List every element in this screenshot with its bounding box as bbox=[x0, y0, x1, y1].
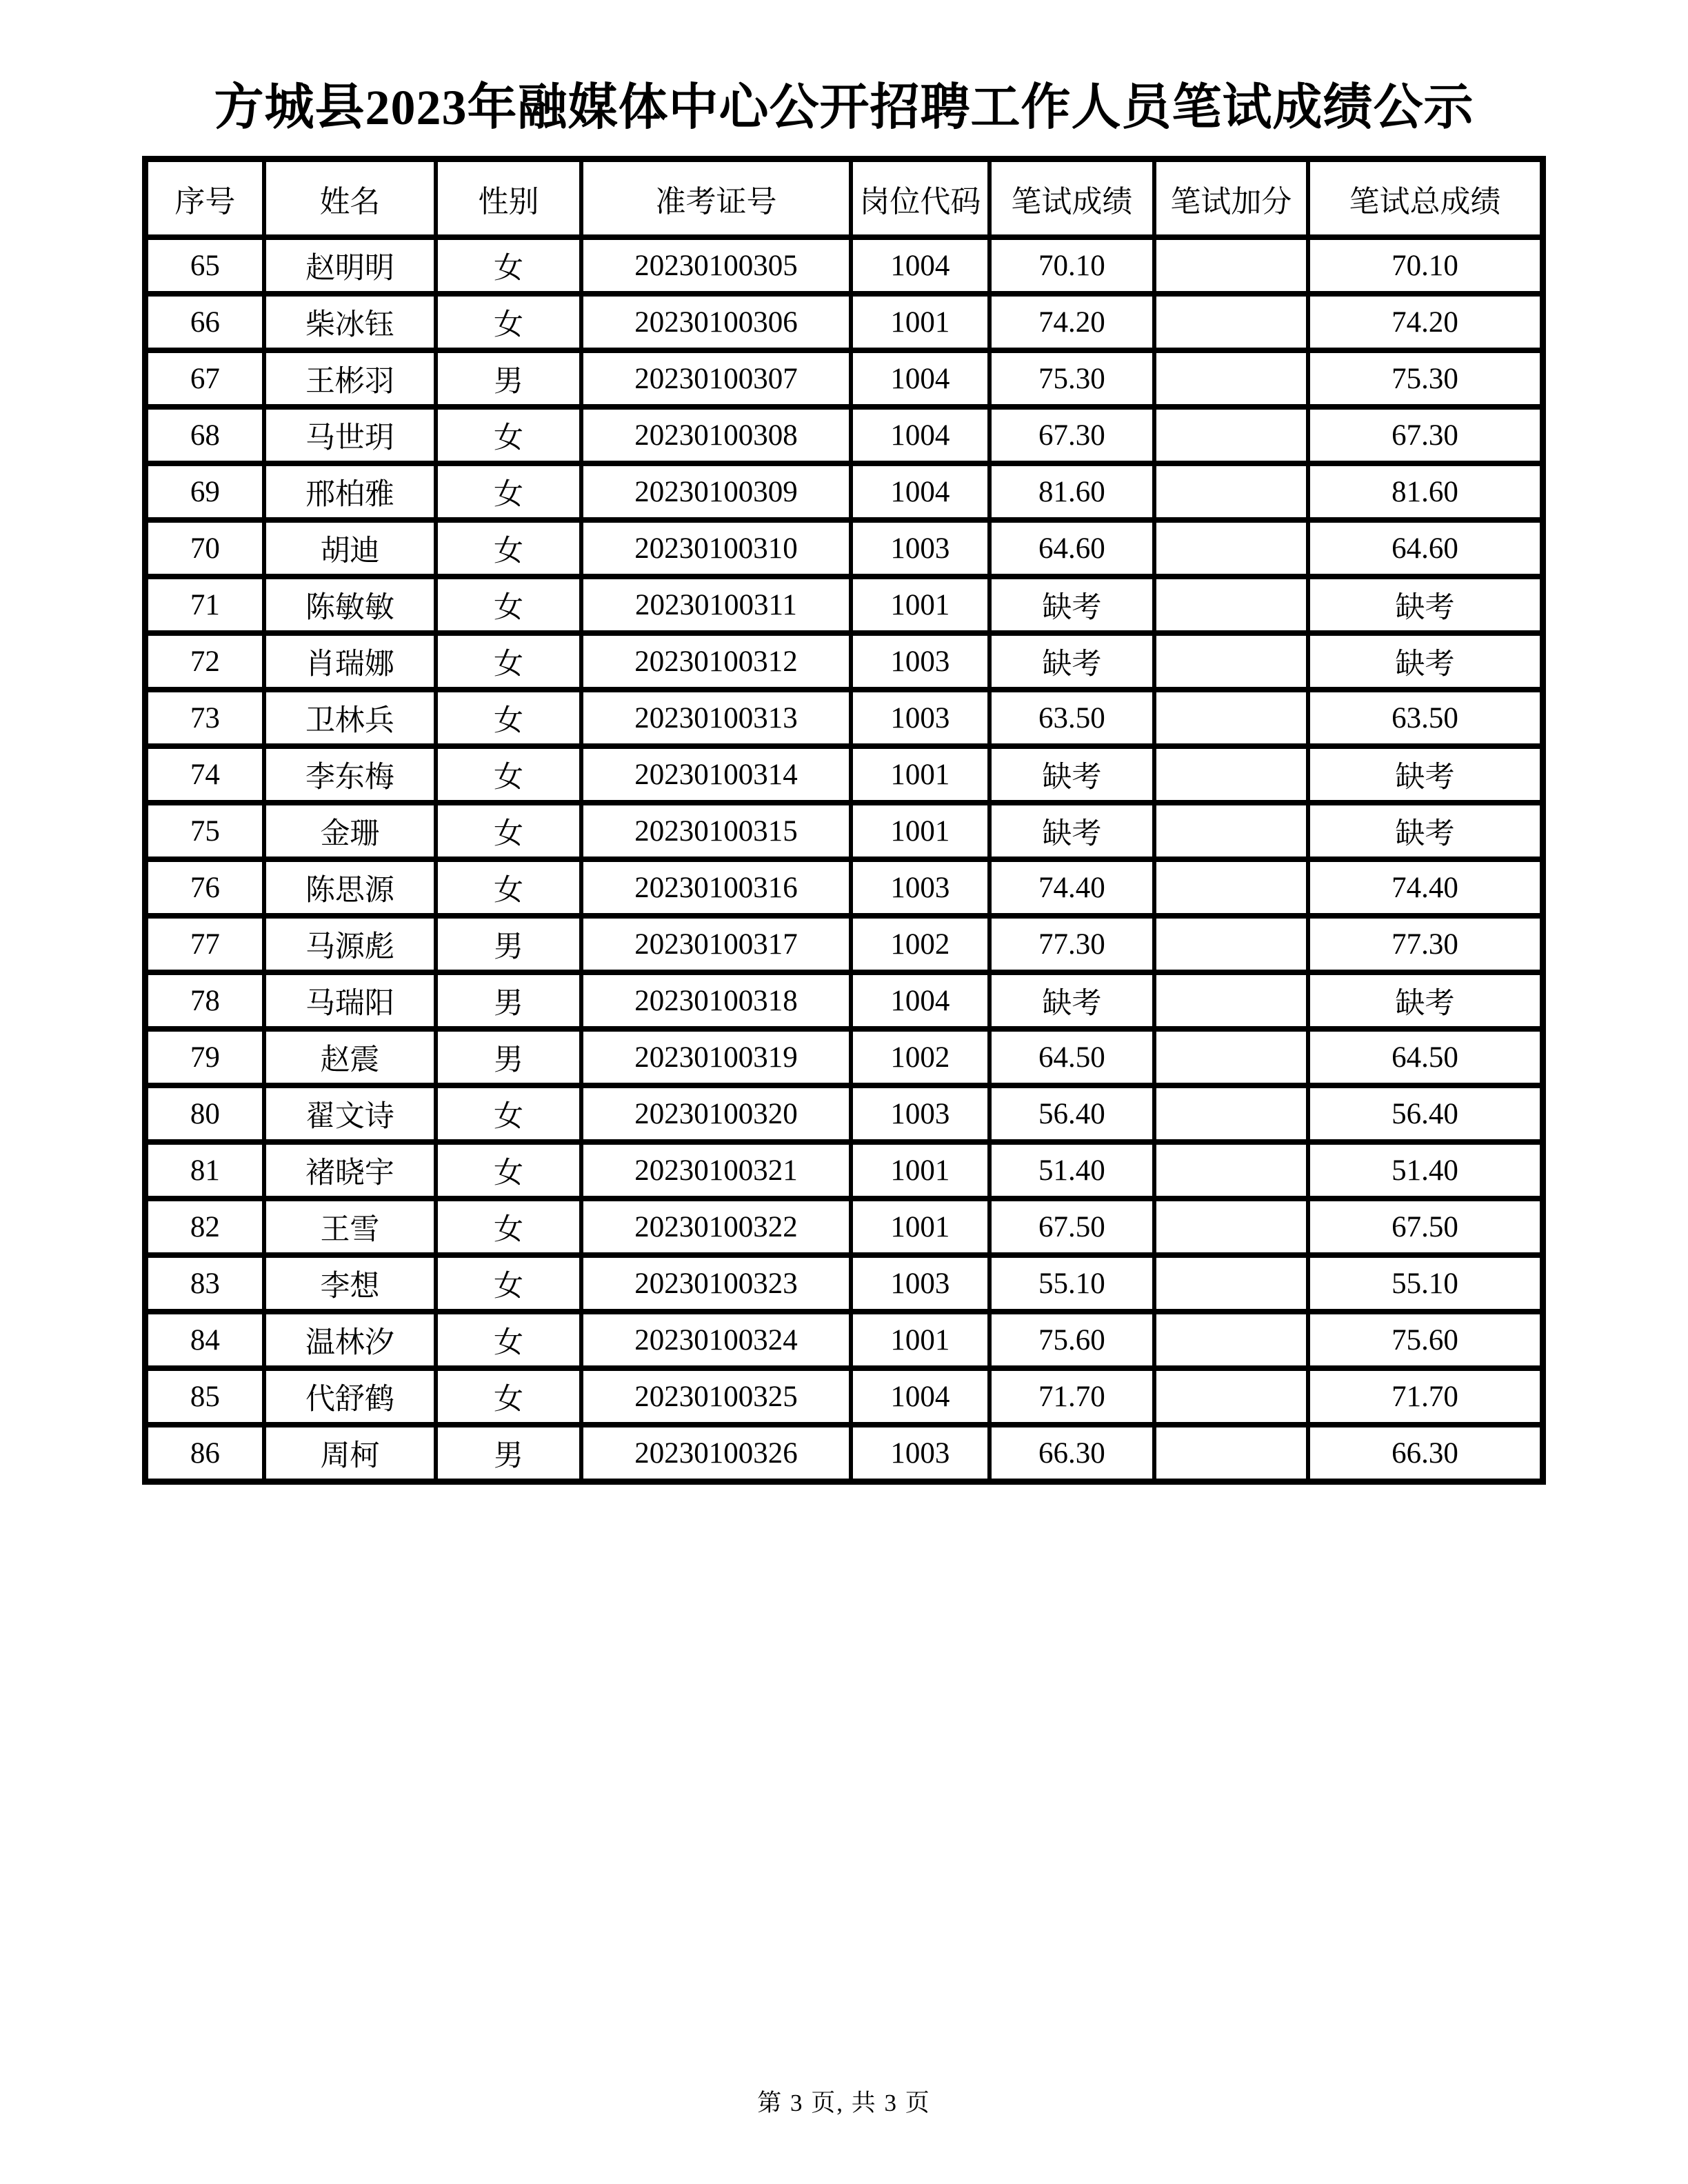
page-number-footer: 第 3 页, 共 3 页 bbox=[757, 2090, 931, 2116]
cell-name: 李东梅 bbox=[264, 746, 436, 803]
cell-exam-id: 20230100324 bbox=[581, 1312, 851, 1368]
header-row bbox=[145, 159, 1543, 238]
cell-gender: 女 bbox=[436, 1142, 581, 1199]
cell-gender: 男 bbox=[436, 916, 581, 972]
cell-exam-id: 20230100316 bbox=[581, 859, 851, 916]
cell-index: 66 bbox=[145, 294, 264, 350]
cell-total-written-score: 71.70 bbox=[1308, 1368, 1543, 1425]
cell-index: 86 bbox=[145, 1425, 264, 1482]
cell-gender: 女 bbox=[436, 690, 581, 746]
cell-index: 67 bbox=[145, 350, 264, 407]
cell-written-score: 63.50 bbox=[989, 690, 1154, 746]
cell-written-score: 71.70 bbox=[989, 1368, 1154, 1425]
header-cell-name: 姓名 bbox=[264, 159, 436, 238]
cell-name: 胡迪 bbox=[264, 520, 436, 577]
table-row bbox=[145, 350, 1543, 407]
cell-position-code: 1003 bbox=[851, 859, 989, 916]
cell-position-code: 1004 bbox=[851, 350, 989, 407]
cell-written-score: 67.50 bbox=[989, 1199, 1154, 1255]
cell-position-code: 1003 bbox=[851, 633, 989, 690]
cell-gender: 女 bbox=[436, 237, 581, 294]
cell-exam-id: 20230100305 bbox=[581, 237, 851, 294]
cell-written-score: 缺考 bbox=[989, 746, 1154, 803]
header-cell-index: 序号 bbox=[145, 159, 264, 238]
cell-name: 李想 bbox=[264, 1255, 436, 1312]
table-header bbox=[145, 159, 1543, 238]
cell-name: 褚晓宇 bbox=[264, 1142, 436, 1199]
cell-gender: 女 bbox=[436, 746, 581, 803]
cell-gender: 女 bbox=[436, 463, 581, 520]
cell-total-written-score: 74.40 bbox=[1308, 859, 1543, 916]
cell-index: 79 bbox=[145, 1029, 264, 1085]
cell-total-written-score: 67.50 bbox=[1308, 1199, 1543, 1255]
cell-name: 肖瑞娜 bbox=[264, 633, 436, 690]
cell-bonus-score bbox=[1154, 1312, 1308, 1368]
cell-position-code: 1003 bbox=[851, 520, 989, 577]
page-title: 方城县2023年融媒体中心公开招聘工作人员笔试成绩公示 bbox=[214, 80, 1474, 135]
cell-exam-id: 20230100321 bbox=[581, 1142, 851, 1199]
cell-index: 84 bbox=[145, 1312, 264, 1368]
header-cell-written-score: 笔试成绩 bbox=[989, 159, 1154, 238]
cell-total-written-score: 81.60 bbox=[1308, 463, 1543, 520]
table-row bbox=[145, 1312, 1543, 1368]
cell-index: 68 bbox=[145, 407, 264, 463]
header-cell-bonus-score: 笔试加分 bbox=[1154, 159, 1308, 238]
cell-total-written-score: 66.30 bbox=[1308, 1425, 1543, 1482]
table-row bbox=[145, 803, 1543, 859]
cell-total-written-score: 缺考 bbox=[1308, 803, 1543, 859]
cell-exam-id: 20230100322 bbox=[581, 1199, 851, 1255]
cell-written-score: 77.30 bbox=[989, 916, 1154, 972]
cell-bonus-score bbox=[1154, 463, 1308, 520]
cell-name: 王雪 bbox=[264, 1199, 436, 1255]
cell-name: 马源彪 bbox=[264, 916, 436, 972]
cell-bonus-score bbox=[1154, 1255, 1308, 1312]
table-row bbox=[145, 746, 1543, 803]
cell-bonus-score bbox=[1154, 294, 1308, 350]
cell-bonus-score bbox=[1154, 859, 1308, 916]
cell-exam-id: 20230100319 bbox=[581, 1029, 851, 1085]
cell-position-code: 1001 bbox=[851, 294, 989, 350]
cell-gender: 女 bbox=[436, 803, 581, 859]
cell-bonus-score bbox=[1154, 690, 1308, 746]
table-row bbox=[145, 294, 1543, 350]
cell-total-written-score: 64.50 bbox=[1308, 1029, 1543, 1085]
cell-bonus-score bbox=[1154, 350, 1308, 407]
cell-gender: 女 bbox=[436, 1199, 581, 1255]
cell-exam-id: 20230100314 bbox=[581, 746, 851, 803]
cell-bonus-score bbox=[1154, 1029, 1308, 1085]
cell-bonus-score bbox=[1154, 803, 1308, 859]
cell-total-written-score: 75.30 bbox=[1308, 350, 1543, 407]
cell-gender: 女 bbox=[436, 577, 581, 633]
table-row bbox=[145, 633, 1543, 690]
cell-index: 69 bbox=[145, 463, 264, 520]
cell-name: 金珊 bbox=[264, 803, 436, 859]
cell-exam-id: 20230100325 bbox=[581, 1368, 851, 1425]
cell-index: 65 bbox=[145, 237, 264, 294]
cell-written-score: 缺考 bbox=[989, 803, 1154, 859]
cell-position-code: 1001 bbox=[851, 577, 989, 633]
cell-gender: 女 bbox=[436, 633, 581, 690]
results-table bbox=[142, 156, 1546, 1485]
cell-index: 72 bbox=[145, 633, 264, 690]
header-cell-exam-id: 准考证号 bbox=[581, 159, 851, 238]
cell-exam-id: 20230100311 bbox=[581, 577, 851, 633]
cell-index: 83 bbox=[145, 1255, 264, 1312]
header-cell-gender: 性别 bbox=[436, 159, 581, 238]
cell-index: 71 bbox=[145, 577, 264, 633]
results-table-container bbox=[142, 156, 1546, 1485]
table-row bbox=[145, 520, 1543, 577]
cell-written-score: 64.60 bbox=[989, 520, 1154, 577]
cell-total-written-score: 缺考 bbox=[1308, 972, 1543, 1029]
cell-position-code: 1003 bbox=[851, 1425, 989, 1482]
cell-total-written-score: 67.30 bbox=[1308, 407, 1543, 463]
cell-total-written-score: 缺考 bbox=[1308, 633, 1543, 690]
cell-name: 王彬羽 bbox=[264, 350, 436, 407]
cell-bonus-score bbox=[1154, 1199, 1308, 1255]
cell-position-code: 1003 bbox=[851, 690, 989, 746]
cell-name: 邢柏雅 bbox=[264, 463, 436, 520]
cell-index: 77 bbox=[145, 916, 264, 972]
cell-written-score: 缺考 bbox=[989, 972, 1154, 1029]
cell-index: 75 bbox=[145, 803, 264, 859]
cell-position-code: 1004 bbox=[851, 407, 989, 463]
table-row bbox=[145, 1029, 1543, 1085]
cell-total-written-score: 缺考 bbox=[1308, 577, 1543, 633]
cell-written-score: 55.10 bbox=[989, 1255, 1154, 1312]
cell-bonus-score bbox=[1154, 633, 1308, 690]
cell-written-score: 56.40 bbox=[989, 1085, 1154, 1142]
cell-name: 翟文诗 bbox=[264, 1085, 436, 1142]
cell-bonus-score bbox=[1154, 577, 1308, 633]
cell-total-written-score: 77.30 bbox=[1308, 916, 1543, 972]
cell-name: 代舒鹤 bbox=[264, 1368, 436, 1425]
cell-name: 陈敏敏 bbox=[264, 577, 436, 633]
cell-written-score: 缺考 bbox=[989, 577, 1154, 633]
cell-total-written-score: 缺考 bbox=[1308, 746, 1543, 803]
cell-gender: 女 bbox=[436, 407, 581, 463]
cell-gender: 女 bbox=[436, 520, 581, 577]
cell-index: 80 bbox=[145, 1085, 264, 1142]
cell-position-code: 1004 bbox=[851, 237, 989, 294]
cell-position-code: 1001 bbox=[851, 803, 989, 859]
cell-written-score: 51.40 bbox=[989, 1142, 1154, 1199]
cell-exam-id: 20230100307 bbox=[581, 350, 851, 407]
cell-bonus-score bbox=[1154, 520, 1308, 577]
cell-name: 卫林兵 bbox=[264, 690, 436, 746]
cell-gender: 女 bbox=[436, 294, 581, 350]
cell-total-written-score: 75.60 bbox=[1308, 1312, 1543, 1368]
cell-total-written-score: 51.40 bbox=[1308, 1142, 1543, 1199]
table-row bbox=[145, 577, 1543, 633]
cell-index: 74 bbox=[145, 746, 264, 803]
cell-name: 赵震 bbox=[264, 1029, 436, 1085]
cell-name: 赵明明 bbox=[264, 237, 436, 294]
table-row bbox=[145, 407, 1543, 463]
cell-name: 周柯 bbox=[264, 1425, 436, 1482]
cell-total-written-score: 55.10 bbox=[1308, 1255, 1543, 1312]
cell-bonus-score bbox=[1154, 972, 1308, 1029]
cell-exam-id: 20230100313 bbox=[581, 690, 851, 746]
cell-total-written-score: 74.20 bbox=[1308, 294, 1543, 350]
cell-position-code: 1004 bbox=[851, 1368, 989, 1425]
cell-gender: 女 bbox=[436, 1368, 581, 1425]
cell-index: 82 bbox=[145, 1199, 264, 1255]
cell-written-score: 66.30 bbox=[989, 1425, 1154, 1482]
cell-gender: 女 bbox=[436, 859, 581, 916]
cell-total-written-score: 70.10 bbox=[1308, 237, 1543, 294]
cell-exam-id: 20230100309 bbox=[581, 463, 851, 520]
cell-bonus-score bbox=[1154, 1085, 1308, 1142]
cell-name: 柴冰钰 bbox=[264, 294, 436, 350]
cell-written-score: 67.30 bbox=[989, 407, 1154, 463]
table-body bbox=[145, 237, 1543, 1482]
cell-exam-id: 20230100315 bbox=[581, 803, 851, 859]
cell-bonus-score bbox=[1154, 1142, 1308, 1199]
cell-bonus-score bbox=[1154, 916, 1308, 972]
cell-position-code: 1002 bbox=[851, 916, 989, 972]
cell-bonus-score bbox=[1154, 237, 1308, 294]
cell-total-written-score: 56.40 bbox=[1308, 1085, 1543, 1142]
cell-exam-id: 20230100323 bbox=[581, 1255, 851, 1312]
cell-written-score: 75.30 bbox=[989, 350, 1154, 407]
table-row bbox=[145, 690, 1543, 746]
cell-written-score: 70.10 bbox=[989, 237, 1154, 294]
cell-gender: 女 bbox=[436, 1312, 581, 1368]
cell-bonus-score bbox=[1154, 407, 1308, 463]
cell-position-code: 1001 bbox=[851, 1312, 989, 1368]
cell-exam-id: 20230100317 bbox=[581, 916, 851, 972]
cell-position-code: 1002 bbox=[851, 1029, 989, 1085]
cell-index: 70 bbox=[145, 520, 264, 577]
cell-exam-id: 20230100310 bbox=[581, 520, 851, 577]
cell-position-code: 1001 bbox=[851, 1142, 989, 1199]
table-row bbox=[145, 237, 1543, 294]
cell-gender: 女 bbox=[436, 1085, 581, 1142]
cell-gender: 男 bbox=[436, 350, 581, 407]
cell-name: 马瑞阳 bbox=[264, 972, 436, 1029]
cell-gender: 女 bbox=[436, 1255, 581, 1312]
cell-bonus-score bbox=[1154, 1425, 1308, 1482]
cell-name: 陈思源 bbox=[264, 859, 436, 916]
cell-written-score: 74.40 bbox=[989, 859, 1154, 916]
cell-total-written-score: 64.60 bbox=[1308, 520, 1543, 577]
cell-bonus-score bbox=[1154, 746, 1308, 803]
cell-exam-id: 20230100320 bbox=[581, 1085, 851, 1142]
table-row bbox=[145, 972, 1543, 1029]
table-row bbox=[145, 1142, 1543, 1199]
cell-gender: 男 bbox=[436, 972, 581, 1029]
table-row bbox=[145, 916, 1543, 972]
cell-written-score: 64.50 bbox=[989, 1029, 1154, 1085]
cell-name: 温林汐 bbox=[264, 1312, 436, 1368]
cell-position-code: 1001 bbox=[851, 1199, 989, 1255]
header-cell-total-written-score: 笔试总成绩 bbox=[1308, 159, 1543, 238]
cell-total-written-score: 63.50 bbox=[1308, 690, 1543, 746]
table-row bbox=[145, 1425, 1543, 1482]
cell-position-code: 1003 bbox=[851, 1255, 989, 1312]
cell-position-code: 1004 bbox=[851, 972, 989, 1029]
cell-bonus-score bbox=[1154, 1368, 1308, 1425]
table-row bbox=[145, 463, 1543, 520]
cell-position-code: 1001 bbox=[851, 746, 989, 803]
table-row bbox=[145, 859, 1543, 916]
cell-position-code: 1003 bbox=[851, 1085, 989, 1142]
cell-exam-id: 20230100308 bbox=[581, 407, 851, 463]
table-row bbox=[145, 1085, 1543, 1142]
table-row bbox=[145, 1368, 1543, 1425]
cell-index: 76 bbox=[145, 859, 264, 916]
cell-written-score: 75.60 bbox=[989, 1312, 1154, 1368]
table-row bbox=[145, 1199, 1543, 1255]
table-row bbox=[145, 1255, 1543, 1312]
cell-exam-id: 20230100306 bbox=[581, 294, 851, 350]
cell-exam-id: 20230100326 bbox=[581, 1425, 851, 1482]
cell-index: 78 bbox=[145, 972, 264, 1029]
cell-exam-id: 20230100318 bbox=[581, 972, 851, 1029]
cell-written-score: 74.20 bbox=[989, 294, 1154, 350]
cell-exam-id: 20230100312 bbox=[581, 633, 851, 690]
cell-gender: 男 bbox=[436, 1425, 581, 1482]
cell-name: 马世玥 bbox=[264, 407, 436, 463]
cell-gender: 男 bbox=[436, 1029, 581, 1085]
cell-index: 73 bbox=[145, 690, 264, 746]
cell-position-code: 1004 bbox=[851, 463, 989, 520]
header-cell-position-code: 岗位代码 bbox=[851, 159, 989, 238]
cell-written-score: 81.60 bbox=[989, 463, 1154, 520]
cell-index: 85 bbox=[145, 1368, 264, 1425]
cell-index: 81 bbox=[145, 1142, 264, 1199]
cell-written-score: 缺考 bbox=[989, 633, 1154, 690]
